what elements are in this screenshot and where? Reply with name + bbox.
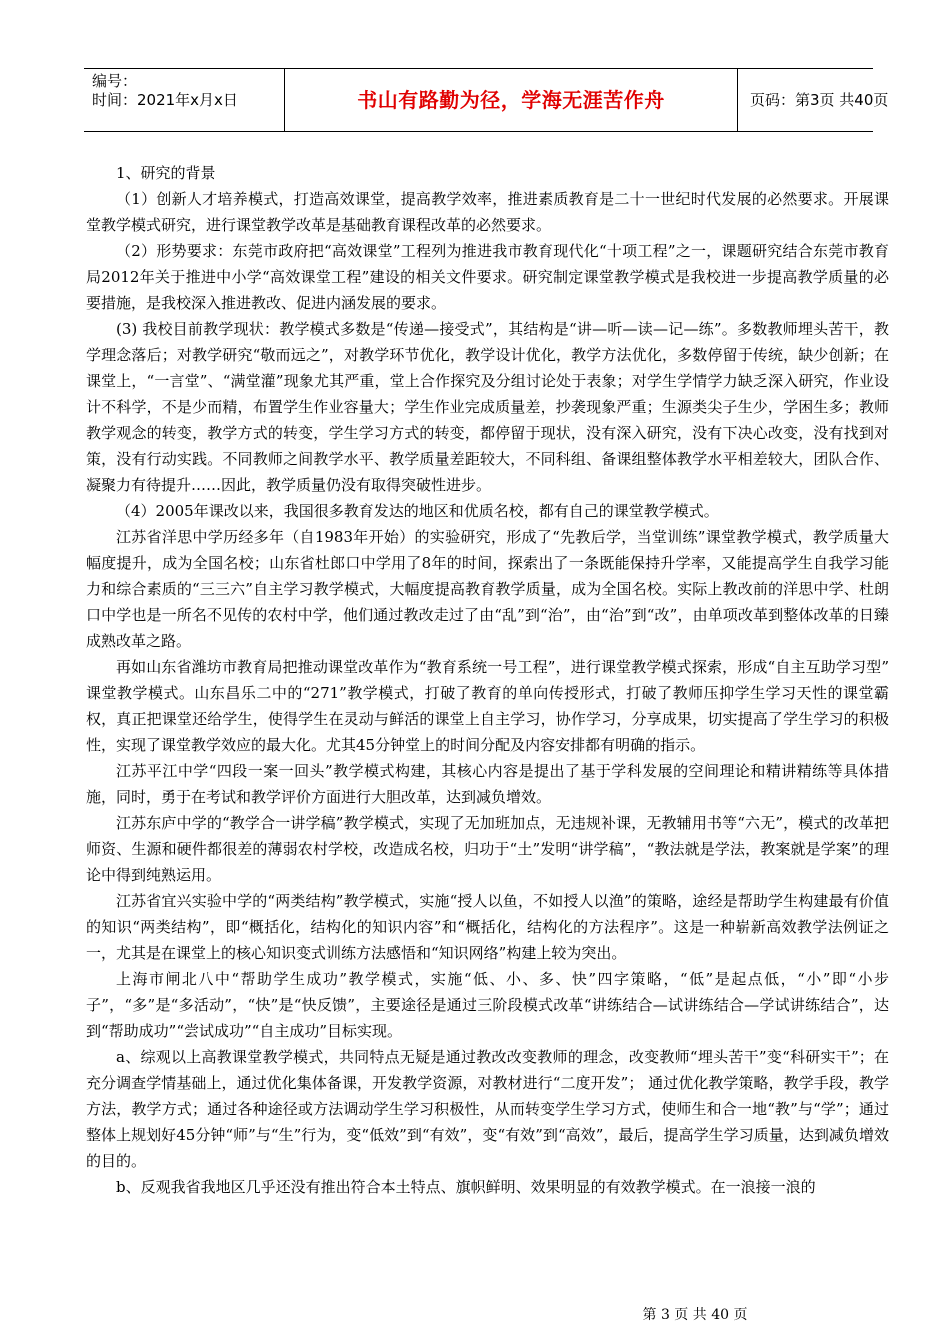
page-header <box>84 68 889 132</box>
document-body <box>86 160 889 1200</box>
header-meta <box>84 69 284 131</box>
paragraph: 江苏东庐中学的“教学合一讲学稿”教学模式，实现了无加班加点，无违规补课，无教辅用书等“六无”，模式的改革把师资、生源和硬件都很差的薄弱农村学校，改造成名校，归功于“土”发明“讲学稿”，“教法就是学法，教案就是学案”的理论中得到纯熟运用。 <box>86 814 889 884</box>
paragraph: （1）创新人才培养模式，打造高效课堂，提高教学效率，推进素质教育是二十一世纪时代发展的必然要求。开展课堂教学模式研究，进行课堂教学改革是基础教育课程改革的必然要求。 <box>86 190 889 234</box>
page-footer: 第 3 页 共 40 页 <box>642 1307 748 1323</box>
paragraph: （2）形势要求：东莞市政府把“高效课堂”工程列为推进我市教育现代化“十项工程”之一，课题研究结合东莞市教育局2012年关于推进中小学“高效课堂工程”建设的相关文件要求。研究制定课堂教学模式是我校进一步提高教学质量的必要措施，是我校深入推进教改、促进内涵发展的要求。 <box>86 242 889 312</box>
header-page-code: 页码：第3页 共40页 <box>750 91 889 109</box>
paragraph: 江苏平江中学“四段一案一回头”教学模式构建，其核心内容是提出了基于学科发展的空间理论和精讲精练等具体措施，同时，勇于在考试和教学评价方面进行大胆改革，达到减负增效。 <box>86 762 889 806</box>
section-heading: 1、研究的背景 <box>116 164 216 182</box>
document-number-label: 编号： <box>92 72 138 90</box>
header-motto: 书山有路勤为径，学海无涯苦作舟 <box>357 88 665 112</box>
paragraph: a、综观以上高教课堂教学模式，共同特点无疑是通过教改改变教师的理念，改变教师“埋头苦干”变“科研实干”；在充分调查学情基础上，通过优化集体备课，开发教学资源，对教材进行“二度开发”； 通过优化教学策略，教学手段，教学方法，教学方式；通过各种途径或方法调动学生学习积极性，从而转变学生学习方式，使师生和合一地“教”与“学”；通过整体上规划好45分钟“师”与“生”行为，变“低效”到“有效”，变“有效”到“高效”，最后，提高学生学习质量，达到减负增效的目的。 <box>86 1048 889 1170</box>
document-time-label: 时间：2021年x月x日 <box>92 91 238 109</box>
paragraph: b、反观我省我地区几乎还没有推出符合本土特点、旗帜鲜明、效果明显的有效教学模式。在一浪接一浪的 <box>116 1178 816 1196</box>
paragraph: 江苏省洋思中学历经多年（自1983年开始）的实验研究，形成了“先教后学，当堂训练”课堂教学模式，教学质量大幅度提升，成为全国名校；山东省杜郎口中学用了8年的时间，探索出了一条既能保持升学率，又能提高学生自我学习能力和综合素质的“三三六”自主学习教学模式，大幅度提高教育教学质量，成为全国名校。实际上教改前的洋思中学、杜朗口中学也是一所名不见传的农村中学，他们通过教改走过了由“乱”到“治”，由“治”到“改”，由单项改革到整体改革的日臻成熟改革之路。 <box>86 528 889 650</box>
paragraph: (3) 我校目前教学现状：教学模式多数是“传递—接受式”，其结构是“讲—听—读—记—练”。多数教师埋头苦干，教学理念落后；对教学研究“敬而远之”，对教学环节优化，教学设计优化，教学方法优化，多数停留于传统，缺少创新；在课堂上，“一言堂”、“满堂灌”现象尤其严重，堂上合作探究及分组讨论处于表象；对学生学情学力缺乏深入研究，作业设计不科学，不是少而精，布置学生作业容量大；学生作业完成质量差，抄袭现象严重；生源类尖子生少，学困生多；教师教学观念的转变，教学方式的转变，学生学习方式的转变，都停留于现状，没有深入研究，没有下决心改变，没有找到对策，没有行动实践。不同教师之间教学水平、教学质量差距较大，不同科组、备课组整体教学水平相差较大，团队合作、凝聚力有待提升……因此，教学质量仍没有取得突破性进步。 <box>86 320 889 494</box>
header-motto-cell <box>284 69 738 131</box>
paragraph: 再如山东省潍坊市教育局把推动课堂改革作为“教育系统一号工程”，进行课堂教学模式探索，形成“自主互助学习型” 课堂教学模式。山东昌乐二中的“271”教学模式，打破了教育的单向传授形式，打破了教师压抑学生学习天性的课堂霸权，真正把课堂还给学生，使得学生在灵动与鲜活的课堂上自主学习，协作学习，分享成果，切实提高了学生学习的积极性，实现了课堂教学效应的最大化。尤其45分钟堂上的时间分配及内容安排都有明确的指示。 <box>86 658 889 754</box>
paragraph: （4）2005年课改以来，我国很多教育发达的地区和优质名校，都有自己的课堂教学模式。 <box>116 502 719 520</box>
paragraph: 上海市闸北八中“帮助学生成功”教学模式，实施“低、小、多、快”四字策略，“低”是起点低，“小”即“小步子”，“多”是“多活动”，“快”是“快反馈”，主要途径是通过三阶段模式改革“讲练结合—试讲练结合—学试讲练结合”，达到“帮助成功”“尝试成功”“自主成功”目标实现。 <box>86 970 889 1040</box>
paragraph: 江苏省宜兴实验中学的“两类结构”教学模式，实施“授人以鱼，不如授人以渔”的策略，途经是帮助学生构建最有价值的知识“两类结构”，即“概括化，结构化的知识内容”和“概括化，结构化的方法程序”。这是一种崭新高效教学法例证之一，尤其是在课堂上的核心知识变式训练方法感悟和“知识网络”构建上较为突出。 <box>86 892 889 962</box>
header-page-cell <box>738 69 889 131</box>
